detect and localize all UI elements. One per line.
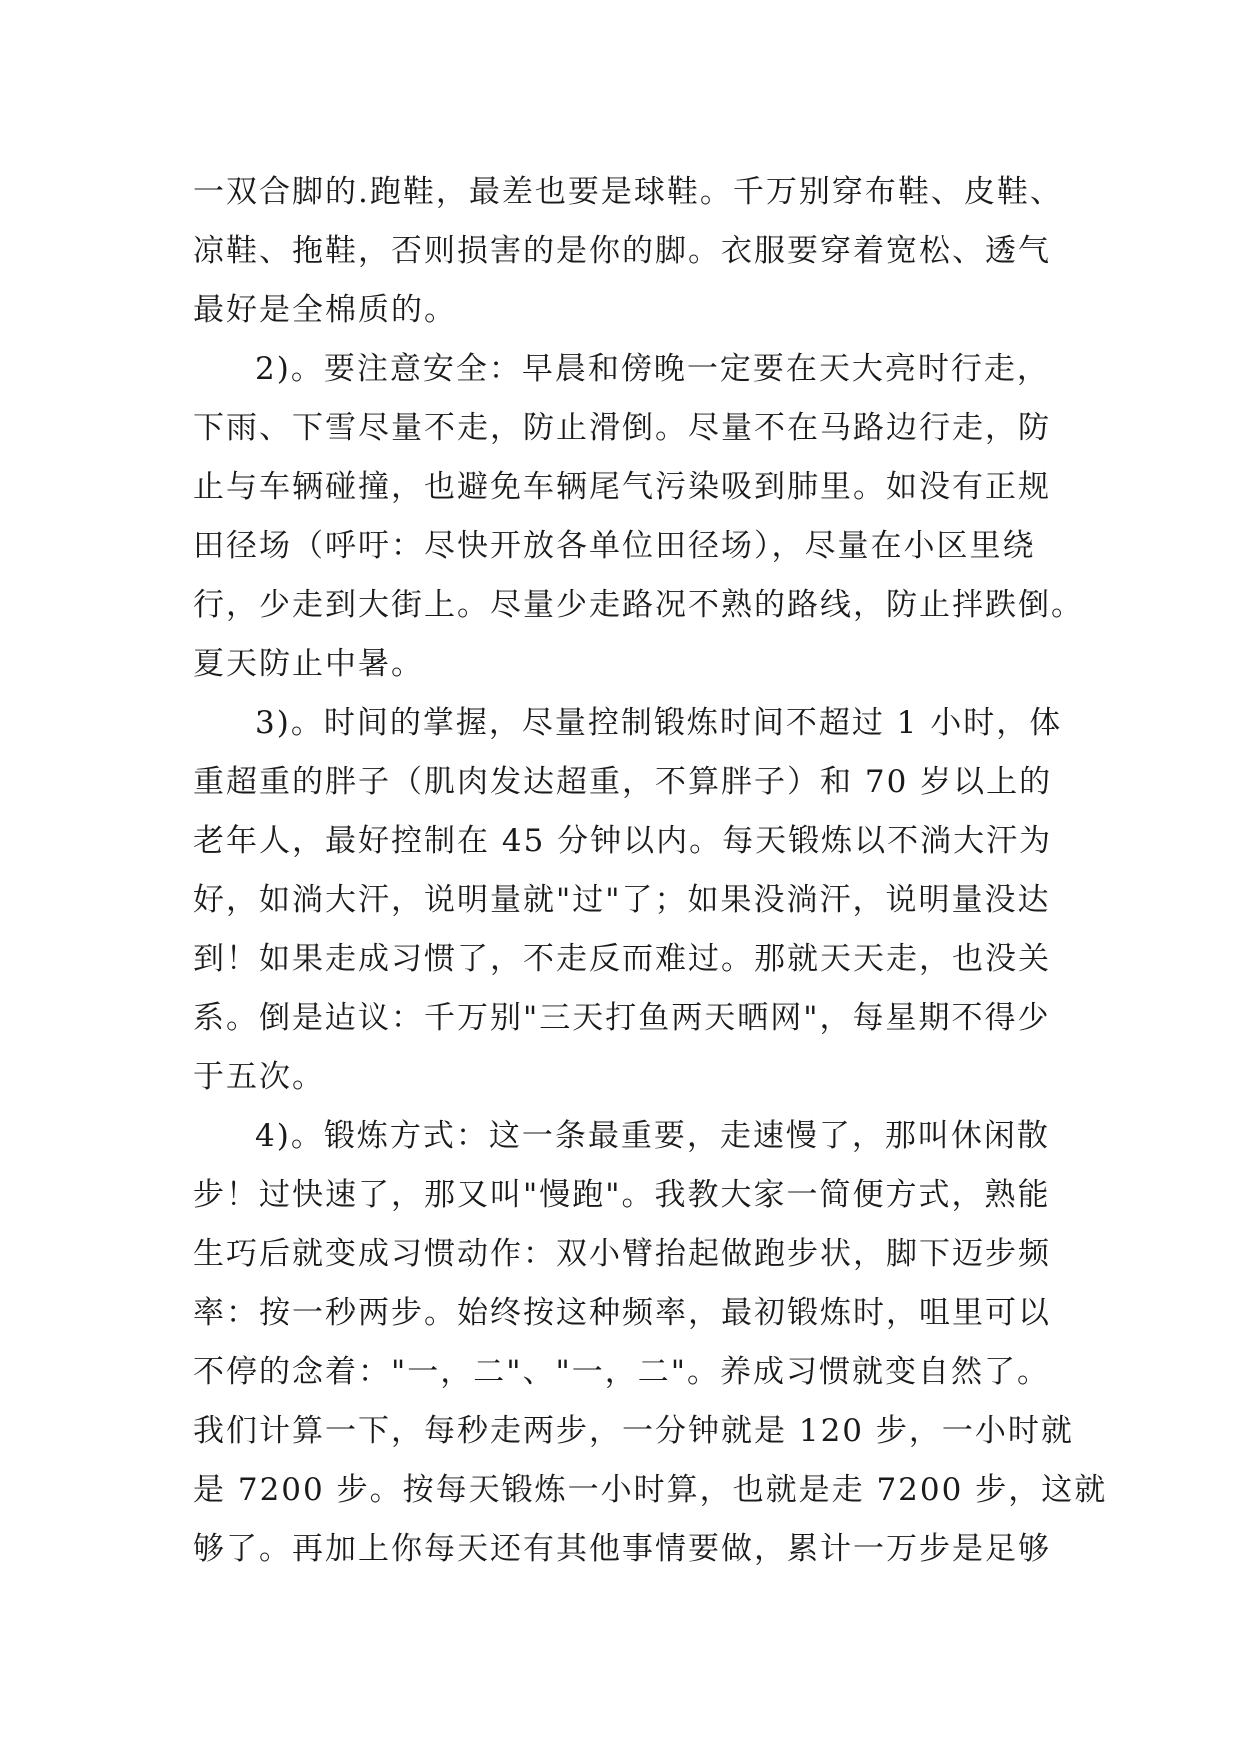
text-line: 我们计算一下，每秒走两步，一分钟就是 120 步，一小时就 — [193, 1413, 1074, 1449]
paragraph-time-control — [193, 694, 1063, 1107]
text-line: 4)。锻炼方式：这一条最重要，走速慢了，那叫休闲散 — [255, 1118, 1050, 1154]
text-line: 一双合脚的.跑鞋，最差也要是球鞋。千万别穿布鞋、皮鞋、 — [193, 174, 1063, 210]
text-line: 重超重的胖子（肌肉发达超重，不算胖子）和 70 岁以上的 — [193, 764, 1053, 800]
text-line: 于五次。 — [193, 1059, 325, 1095]
text-line: 2)。要注意安全：早晨和傍晚一定要在天大亮时行走， — [255, 351, 1050, 387]
text-line: 下雨、下雪尽量不走，防止滑倒。尽量不在马路边行走，防 — [193, 410, 1051, 446]
text-line: 止与车辆碰撞，也避免车辆尾气污染吸到肺里。如没有正规 — [193, 469, 1051, 505]
paragraph-exercise-method — [193, 1107, 1108, 1579]
paragraph-shoes-clothing — [193, 163, 1063, 340]
text-line: 好，如淌大汗，说明量就"过"了；如果没淌汗，说明量没达 — [193, 882, 1051, 918]
text-line: 系。倒是迠议：千万别"三天打鱼两天晒网"，每星期不得少 — [193, 1000, 1051, 1036]
text-line: 到！如果走成习惯了，不走反而难过。那就天天走，也没关 — [193, 941, 1051, 977]
text-line: 老年人，最好控制在 45 分钟以内。每天锻炼以不淌大汗为 — [193, 823, 1053, 859]
text-line: 行，少走到大街上。尽量少走路况不熟的路线，防止拌跌倒。 — [193, 587, 1084, 623]
text-line: 够了。再加上你每天还有其他事情要做，累计一万步是足够 — [193, 1531, 1051, 1567]
text-line: 生巧后就变成习惯动作：双小臂抬起做跑步状，脚下迈步频 — [193, 1236, 1051, 1272]
text-line: 率：按一秒两步。始终按这种频率，最初锻炼时，咀里可以 — [193, 1295, 1051, 1331]
text-line: 凉鞋、拖鞋，否则损害的是你的脚。衣服要穿着宽松、透气 — [193, 233, 1051, 269]
text-line: 田径场（呼吁：尽快开放各单位田径场），尽量在小区里绕 — [193, 528, 1036, 564]
text-line: 夏天防止中暑。 — [193, 646, 424, 682]
document-body — [193, 163, 1108, 1579]
text-line: 步！过快速了，那又叫"慢跑"。我教大家一简便方式，熟能 — [193, 1177, 1051, 1213]
text-line: 最好是全棉质的。 — [193, 292, 457, 328]
text-line: 3)。时间的掌握，尽量控制锻炼时间不超过 1 小时，体 — [255, 705, 1063, 741]
text-line: 不停的念着："一，二"、"一，二"。养成习惯就变自然了。 — [193, 1354, 1051, 1390]
paragraph-safety — [193, 340, 1084, 694]
text-line: 是 7200 步。按每天锻炼一小时算，也就是走 7200 步，这就 — [193, 1472, 1108, 1508]
